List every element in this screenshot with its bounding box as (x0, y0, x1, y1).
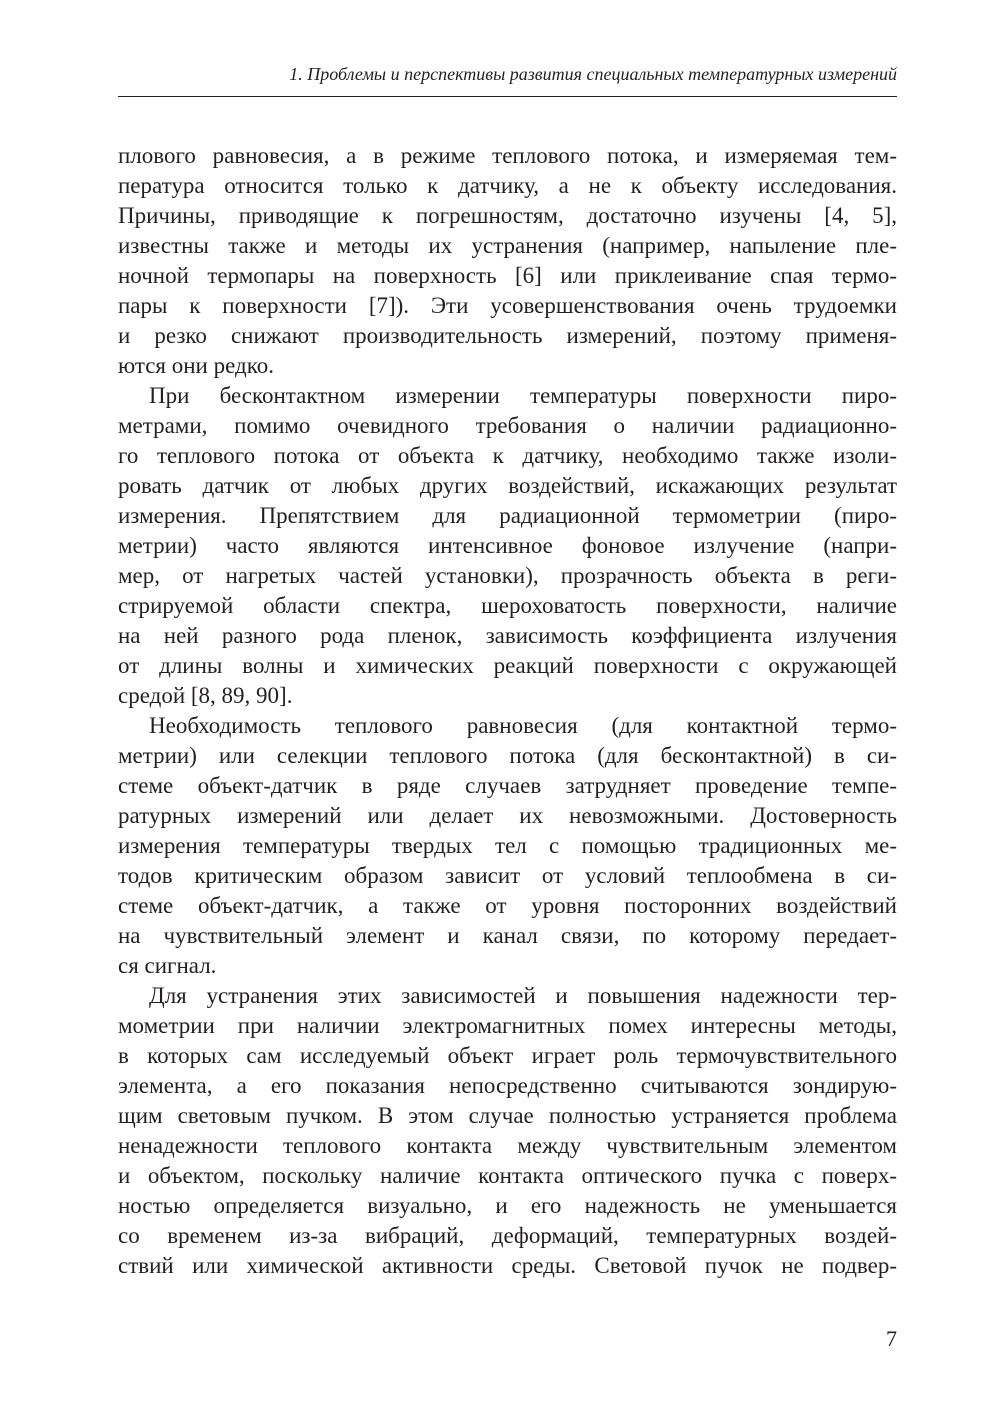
text-line: в которых сам исследуемый объект играет роль термочувствительного (118, 1043, 897, 1068)
text-line: мер, от нагретых частей установки), прозрачность объекта в реги- (118, 563, 897, 588)
text-line: и резко снижают производительность измерений, поэтому применя- (118, 323, 897, 348)
paragraph-3 (118, 711, 897, 981)
paragraph-2 (118, 381, 897, 711)
text-line: ются они редко. (118, 353, 274, 378)
text-line: стрируемой области спектра, шероховатость поверхности, наличие (118, 593, 897, 618)
body-text (118, 141, 897, 1281)
text-line: ровать датчик от любых других воздействий, искажающих результат (118, 473, 897, 498)
running-head: 1. Проблемы и перспективы развития специальных температурных измерений (289, 64, 897, 84)
text-line: ся сигнал. (118, 953, 217, 978)
text-line: Причины, приводящие к погрешностям, достаточно изучены [4, 5], (118, 203, 897, 228)
text-line: метрами, помимо очевидного требования о наличии радиационно- (118, 413, 897, 438)
text-line: со временем из-за вибраций, деформаций, температурных воздей- (118, 1223, 897, 1248)
text-line: средой [8, 89, 90]. (118, 683, 293, 708)
text-line: метрии) часто являются интенсивное фоновое излучение (напри- (118, 533, 897, 558)
text-line: тодов критическим образом зависит от условий теплообмена в си- (118, 863, 897, 888)
paragraph-4 (118, 981, 897, 1281)
text-line: измерения. Препятствием для радиационной термометрии (пиро- (118, 503, 897, 528)
text-line: пары к поверхности [7]). Эти усовершенствования очень трудоемки (118, 293, 897, 318)
text-line: на ней разного рода пленок, зависимость коэффициента излучения (118, 623, 897, 648)
text-line: мометрии при наличии электромагнитных помех интересны методы, (118, 1013, 897, 1038)
text-line: ночной термопары на поверхность [6] или приклеивание спая термо- (118, 263, 897, 288)
text-line: метрии) или селекции теплового потока (для бесконтактной) в си- (118, 743, 897, 768)
text-line: и объектом, поскольку наличие контакта оптического пучка с поверх- (118, 1163, 897, 1188)
text-line: измерения температуры твердых тел с помощью традиционных ме- (118, 833, 897, 858)
paragraph-1 (118, 141, 897, 381)
text-line: щим световым пучком. В этом случае полностью устраняется проблема (118, 1103, 897, 1128)
text-line: от длины волны и химических реакций поверхности с окружающей (118, 653, 897, 678)
text-line: При бесконтактном измерении температуры поверхности пиро- (149, 383, 897, 408)
text-line: ствий или химической активности среды. Световой пучок не подвер- (118, 1253, 897, 1278)
text-line: Для устранения этих зависимостей и повышения надежности тер- (149, 983, 897, 1008)
text-line: ненадежности теплового контакта между чувствительным элементом (118, 1133, 897, 1158)
text-line: известны также и методы их устранения (например, напыление пле- (118, 233, 897, 258)
text-line: го теплового потока от объекта к датчику, необходимо также изоли- (118, 443, 897, 468)
text-line: пература относится только к датчику, а не к объекту исследования. (118, 173, 897, 198)
text-line: стеме объект-датчик в ряде случаев затрудняет проведение темпе- (118, 773, 897, 798)
text-line: Необходимость теплового равновесия (для контактной термо- (149, 713, 897, 738)
text-line: стеме объект-датчик, а также от уровня посторонних воздействий (118, 893, 897, 918)
text-line: на чувствительный элемент и канал связи, по которому передает- (118, 923, 897, 948)
text-line: элемента, а его показания непосредственно считываются зондирую- (118, 1073, 897, 1098)
page-number: 7 (886, 1326, 897, 1351)
text-line: плового равновесия, а в режиме теплового потока, и измеряемая тем- (118, 143, 897, 168)
text-line: ратурных измерений или делает их невозможными. Достоверность (118, 803, 897, 828)
header-rule (118, 96, 897, 97)
text-line: ностью определяется визуально, и его надежность не уменьшается (118, 1193, 897, 1218)
